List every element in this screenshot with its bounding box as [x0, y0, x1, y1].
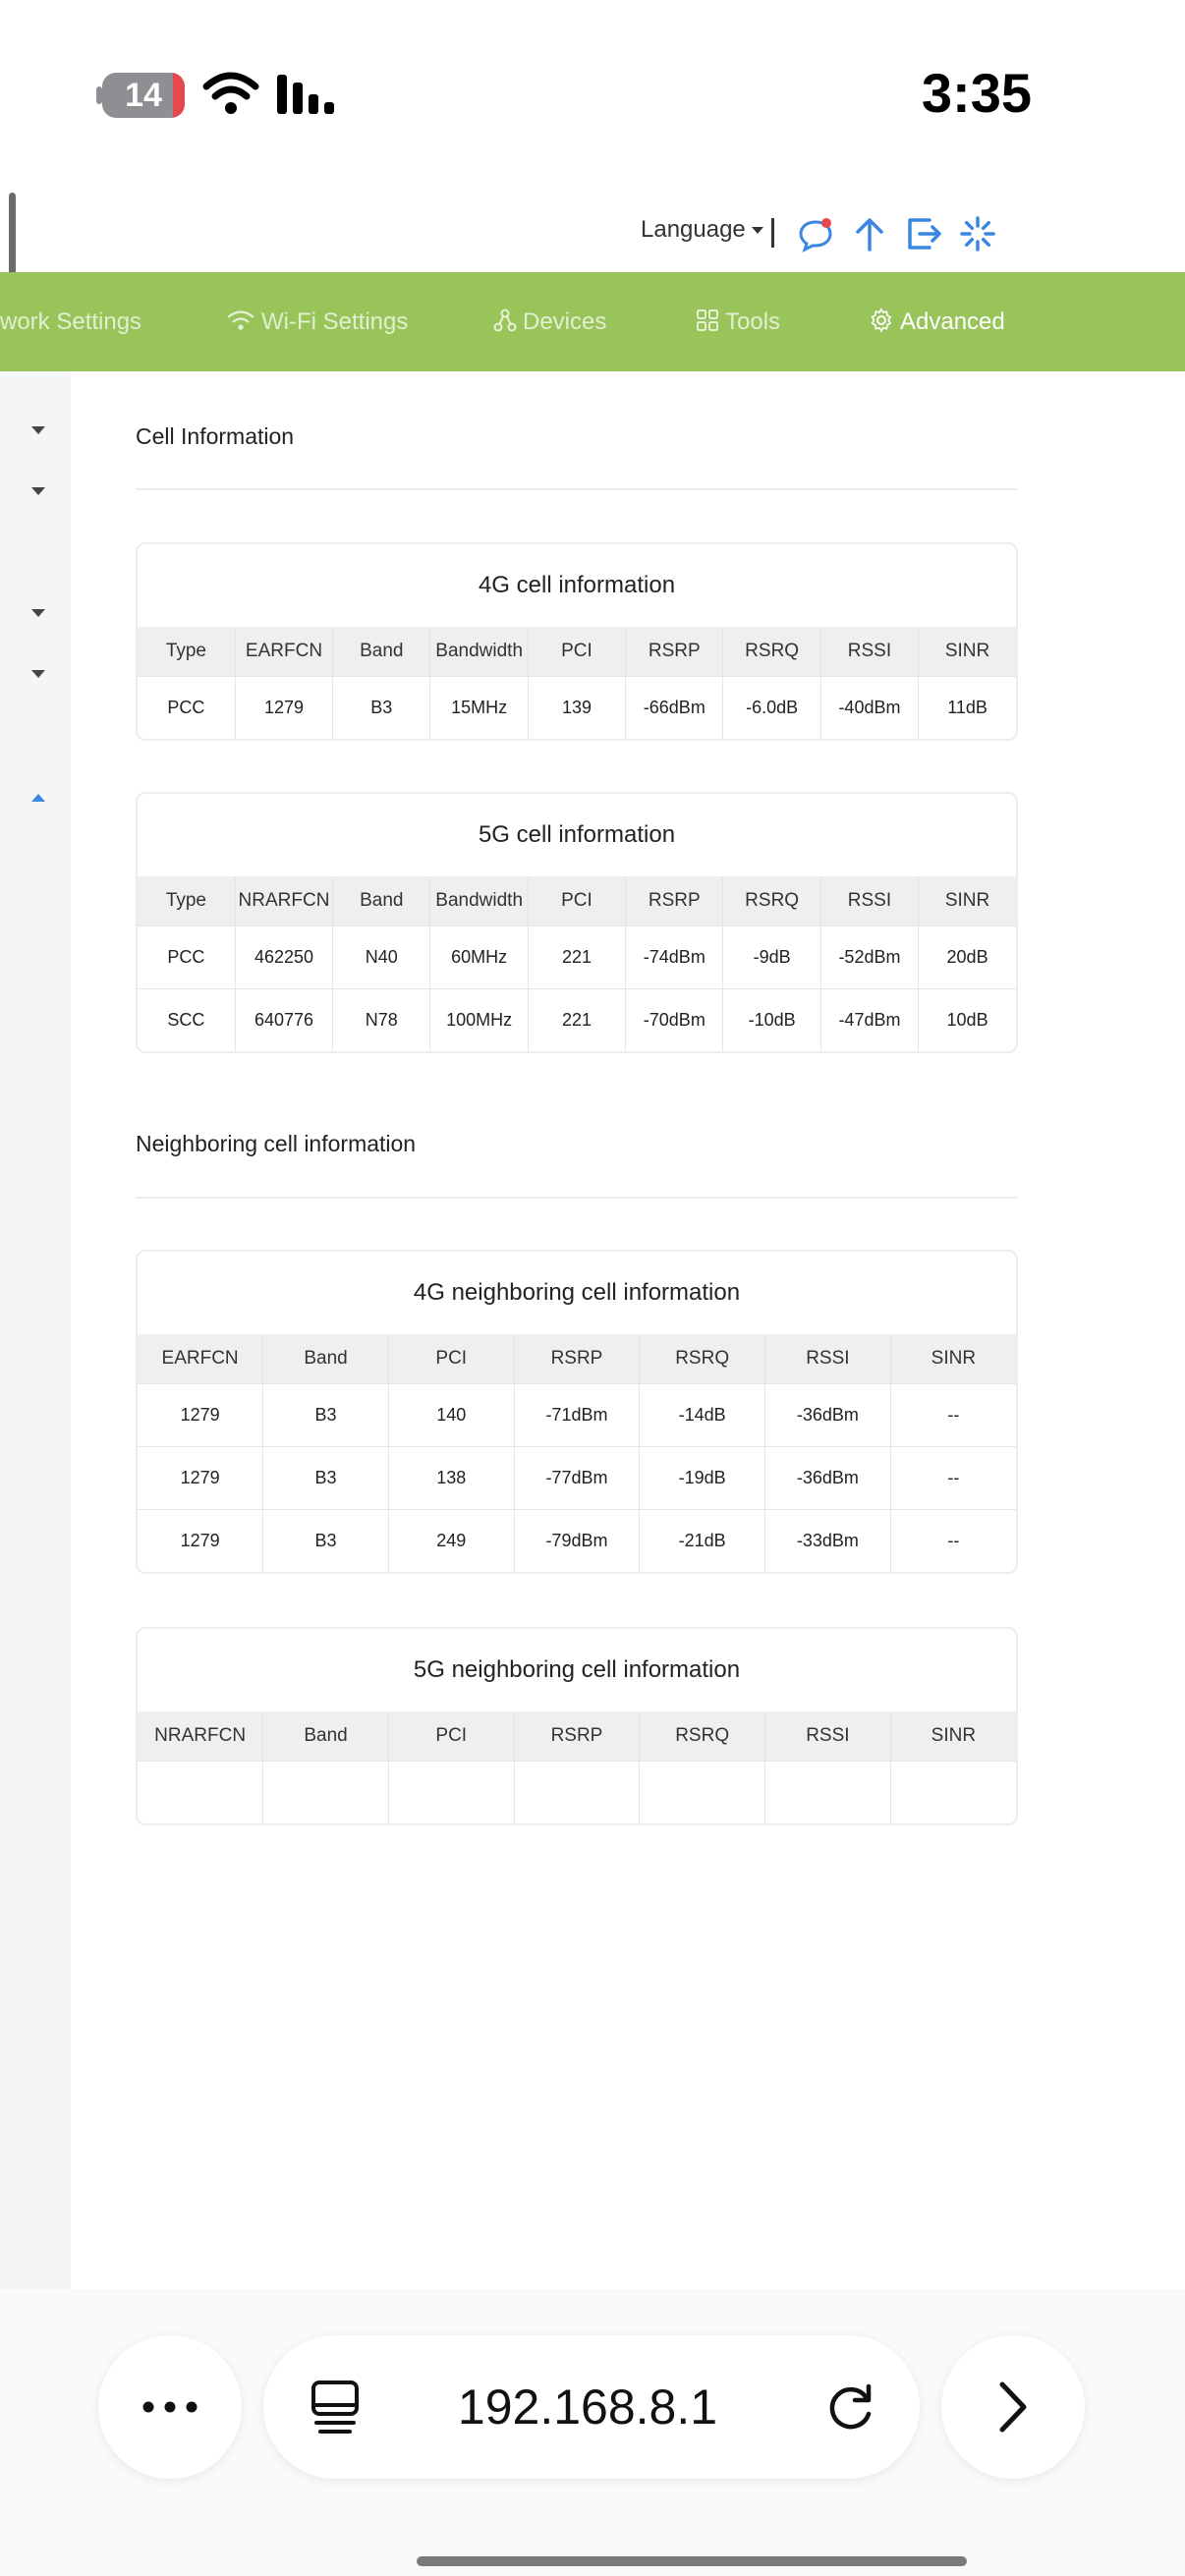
divider: [136, 1197, 1018, 1199]
col-header: Bandwidth: [430, 876, 528, 925]
wifi-icon: [226, 308, 255, 332]
nav-advanced[interactable]: [869, 272, 1005, 371]
table-cell: -21dB: [640, 1509, 765, 1572]
col-header: RSRP: [626, 876, 723, 925]
table-cell: -79dBm: [514, 1509, 640, 1572]
table-cell: -36dBm: [765, 1383, 891, 1446]
col-header: Bandwidth: [430, 627, 528, 676]
address-bar[interactable]: [263, 2335, 920, 2479]
neighboring-cell-title: Neighboring cell information: [136, 1131, 417, 1156]
table-row-empty: [138, 1761, 1016, 1823]
table-header-row: [138, 876, 1016, 925]
nav-network-settings[interactable]: [0, 272, 141, 371]
sidebar: [0, 371, 71, 2576]
table-cell: [890, 1761, 1016, 1823]
table-cell: [514, 1761, 640, 1823]
lte-neighbor-table: [138, 1334, 1016, 1572]
table-cell: B3: [263, 1383, 389, 1446]
sidebar-expand-icon[interactable]: [31, 609, 45, 619]
battery-level: 14: [125, 77, 162, 114]
table-cell: 640776: [235, 988, 332, 1051]
table-cell: -71dBm: [514, 1383, 640, 1446]
table-cell: 10dB: [919, 988, 1016, 1051]
col-header: EARFCN: [138, 1334, 263, 1383]
table-cell: N40: [333, 925, 430, 988]
col-header: Band: [263, 1334, 389, 1383]
col-header: SINR: [890, 1711, 1016, 1761]
table-cell: 138: [388, 1446, 514, 1509]
table-cell: B3: [333, 676, 430, 739]
col-header: Type: [138, 876, 235, 925]
nav-wifi-settings[interactable]: [226, 272, 408, 371]
main-nav: [0, 272, 1185, 371]
nav-label: Wi-Fi Settings: [261, 308, 409, 335]
table-cell: 15MHz: [430, 676, 528, 739]
table-cell: -14dB: [640, 1383, 765, 1446]
col-header: RSSI: [765, 1711, 891, 1761]
col-header: PCI: [388, 1711, 514, 1761]
url-text[interactable]: 192.168.8.1: [457, 2380, 718, 2435]
table-header-row: [138, 1334, 1016, 1383]
col-header: RSRQ: [640, 1711, 765, 1761]
nav-label: Devices: [523, 308, 607, 335]
table-cell: -74dBm: [626, 925, 723, 988]
table-row: [138, 1509, 1016, 1572]
tools-icon: [696, 308, 719, 332]
col-header: NRARFCN: [138, 1711, 263, 1761]
sidebar-expand-icon[interactable]: [31, 670, 45, 680]
table-cell: 20dB: [919, 925, 1016, 988]
table-cell: [138, 1761, 263, 1823]
col-header: RSSI: [820, 876, 918, 925]
col-header: Band: [333, 627, 430, 676]
col-header: EARFCN: [235, 627, 332, 676]
table-cell: -66dBm: [626, 676, 723, 739]
col-header: RSRP: [514, 1334, 640, 1383]
col-header: PCI: [528, 627, 625, 676]
table-cell: 140: [388, 1383, 514, 1446]
table-cell: N78: [333, 988, 430, 1051]
tabs-icon[interactable]: [310, 2380, 360, 2435]
devices-icon: [493, 308, 517, 332]
table-cell: -36dBm: [765, 1446, 891, 1509]
home-indicator[interactable]: [417, 2556, 967, 2566]
table-cell: 1279: [138, 1383, 263, 1446]
battery-icon: [102, 73, 185, 118]
col-header: Band: [263, 1711, 389, 1761]
lte-neighbor-title: 4G neighboring cell information: [413, 1279, 741, 1306]
table-cell: -40dBm: [820, 676, 918, 739]
more-dots-icon: [141, 2397, 198, 2417]
more-button[interactable]: [98, 2335, 242, 2479]
nr-neighbor-table: [138, 1711, 1016, 1823]
table-row: [138, 988, 1016, 1051]
table-cell: -33dBm: [765, 1509, 891, 1572]
table-cell: PCC: [138, 925, 235, 988]
clock: 3:35: [921, 62, 1032, 124]
table-cell: --: [890, 1509, 1016, 1572]
col-header: PCI: [528, 876, 625, 925]
language-label: Language: [641, 216, 746, 243]
gear-icon: [869, 308, 894, 333]
table-cell: -52dBm: [820, 925, 918, 988]
table-cell: [640, 1761, 765, 1823]
upload-icon[interactable]: [850, 214, 889, 253]
nav-label: Advanced: [900, 308, 1005, 335]
table-cell: --: [890, 1383, 1016, 1446]
col-header: NRARFCN: [235, 876, 332, 925]
col-header: SINR: [919, 627, 1016, 676]
table-cell: 100MHz: [430, 988, 528, 1051]
table-cell: 139: [528, 676, 625, 739]
table-cell: PCC: [138, 676, 235, 739]
sidebar-expand-icon[interactable]: [31, 426, 45, 436]
cellular-signal-icon: [277, 73, 338, 116]
table-cell: 221: [528, 988, 625, 1051]
table-cell: 11dB: [919, 676, 1016, 739]
col-header: RSRP: [514, 1711, 640, 1761]
table-cell: -6.0dB: [723, 676, 820, 739]
table-row: [138, 1446, 1016, 1509]
table-cell: [263, 1761, 389, 1823]
col-header: SINR: [919, 876, 1016, 925]
lte-cell-card: [136, 542, 1018, 741]
table-cell: SCC: [138, 988, 235, 1051]
header-separator: [771, 218, 774, 248]
nav-devices[interactable]: [493, 272, 606, 371]
col-header: PCI: [388, 1334, 514, 1383]
col-header: Band: [333, 876, 430, 925]
table-cell: [765, 1761, 891, 1823]
table-cell: 462250: [235, 925, 332, 988]
table-cell: -10dB: [723, 988, 820, 1051]
forward-button[interactable]: [941, 2335, 1085, 2479]
lte-cell-title: 4G cell information: [478, 572, 676, 598]
nav-label: work Settings: [0, 308, 142, 335]
chevron-right-icon: [996, 2380, 1030, 2434]
browser-toolbar: [0, 2289, 1185, 2576]
table-header-row: [138, 1711, 1016, 1761]
language-dropdown[interactable]: [641, 216, 763, 244]
table-cell: 1279: [138, 1509, 263, 1572]
table-cell: -77dBm: [514, 1446, 640, 1509]
col-header: RSSI: [765, 1334, 891, 1383]
table-cell: B3: [263, 1509, 389, 1572]
table-cell: 1279: [235, 676, 332, 739]
table-cell: B3: [263, 1446, 389, 1509]
message-icon[interactable]: [796, 214, 835, 253]
wifi-icon: [202, 71, 259, 116]
nr-cell-table: [138, 876, 1016, 1051]
divider: [136, 488, 1018, 490]
nav-tools[interactable]: [696, 272, 780, 371]
col-header: SINR: [890, 1334, 1016, 1383]
col-header: RSRQ: [723, 876, 820, 925]
table-cell: -9dB: [723, 925, 820, 988]
col-header: RSRQ: [640, 1334, 765, 1383]
table-cell: 1279: [138, 1446, 263, 1509]
nr-cell-card: [136, 792, 1018, 1053]
table-cell: [388, 1761, 514, 1823]
lte-cell-table: [138, 627, 1016, 739]
table-cell: 221: [528, 925, 625, 988]
table-header-row: [138, 627, 1016, 676]
col-header: Type: [138, 627, 235, 676]
nr-cell-title: 5G cell information: [478, 821, 676, 848]
reload-icon[interactable]: [825, 2380, 878, 2434]
cell-information-title: Cell Information: [136, 423, 295, 449]
chevron-down-icon: [752, 227, 763, 234]
loading-spinner-icon: [958, 214, 997, 253]
header-toolbar: [629, 206, 1061, 259]
table-row: [138, 925, 1016, 988]
table-cell: -70dBm: [626, 988, 723, 1051]
nr-neighbor-card: [136, 1627, 1018, 1825]
table-cell: -47dBm: [820, 988, 918, 1051]
table-cell: 60MHz: [430, 925, 528, 988]
table-row: [138, 676, 1016, 739]
table-cell: -19dB: [640, 1446, 765, 1509]
sidebar-expand-icon[interactable]: [31, 487, 45, 497]
sidebar-collapse-icon[interactable]: [31, 792, 45, 802]
logout-icon[interactable]: [904, 214, 943, 253]
table-cell: --: [890, 1446, 1016, 1509]
lte-neighbor-card: [136, 1250, 1018, 1574]
col-header: RSRQ: [723, 627, 820, 676]
nr-neighbor-title: 5G neighboring cell information: [413, 1656, 741, 1683]
nav-label: Tools: [725, 308, 781, 335]
table-row: [138, 1383, 1016, 1446]
status-bar: [0, 0, 1185, 187]
table-cell: 249: [388, 1509, 514, 1572]
col-header: RSSI: [820, 627, 918, 676]
col-header: RSRP: [626, 627, 723, 676]
